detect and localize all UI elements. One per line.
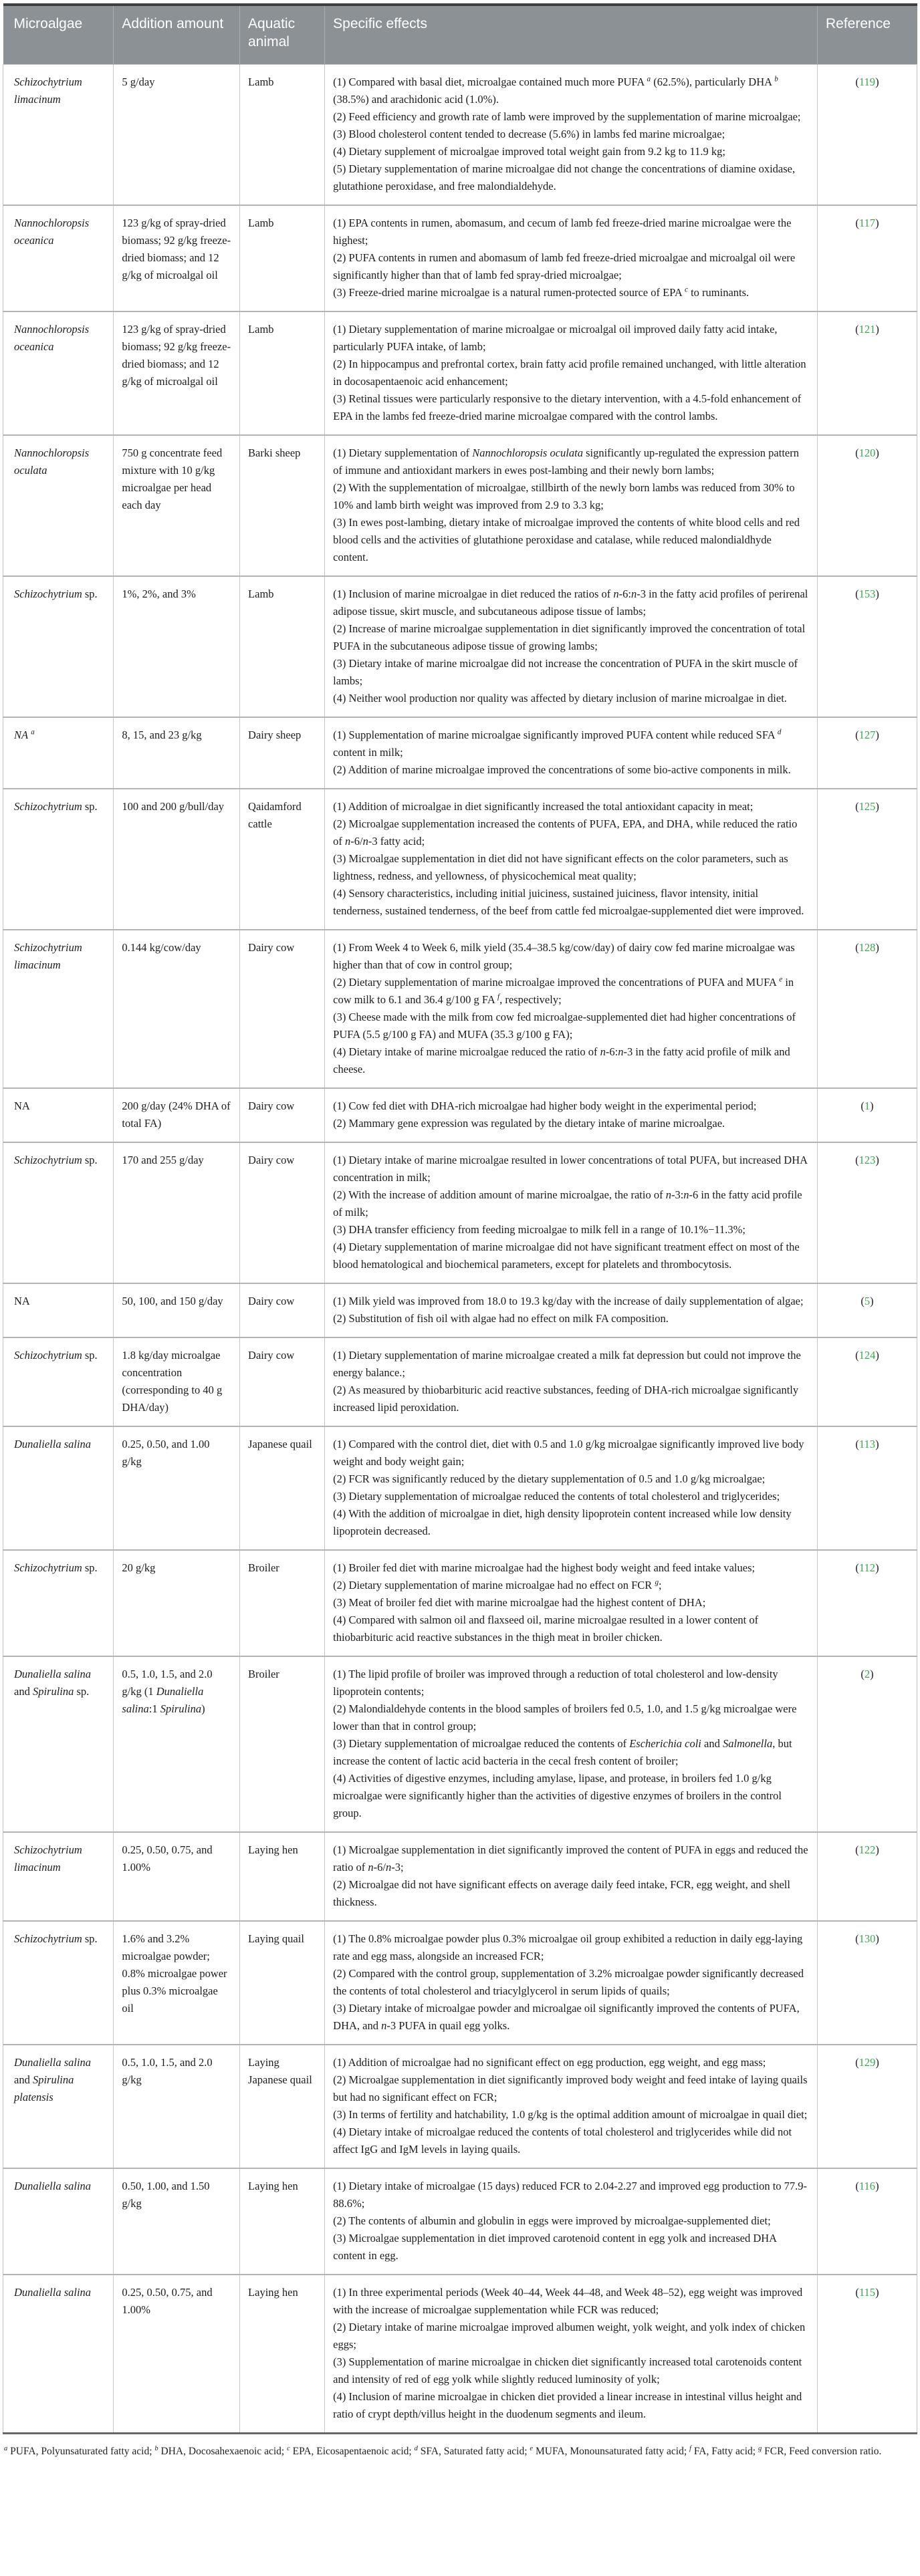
effect-item: (2) PUFA contents in rumen and abomasum of lamb fed freeze-dried microalgae and microalgal oil were significantly higher than that of lamb fed spray-dried microalgae; xyxy=(333,251,796,281)
reference-link[interactable]: 122 xyxy=(858,1843,876,1856)
reference-cell: (113) xyxy=(817,1426,917,1550)
reference-link[interactable]: 128 xyxy=(858,941,876,954)
reference-link[interactable]: 127 xyxy=(858,729,876,741)
table-row xyxy=(3,1832,917,1921)
microalgae-cell: Schizochytrium sp. xyxy=(3,1337,114,1426)
effect-item: (4) Inclusion of marine microalgae in chicken diet provided a linear increase in intestinal villus height and ratio of crypt depth/villus height in the duodenum segments and ileum. xyxy=(333,2390,802,2420)
addition-amount-cell: 20 g/kg xyxy=(114,1550,240,1656)
reference-cell: (127) xyxy=(817,717,917,789)
effect-item: (4) Dietary supplement of microalgae improved total weight gain from 9.2 kg to 11.9 kg; xyxy=(333,145,726,158)
reference-link[interactable]: 1 xyxy=(864,1100,871,1112)
aquatic-animal-cell: Lamb xyxy=(240,576,325,717)
addition-amount-cell: 0.50, 1.00, and 1.50 g/kg xyxy=(114,2168,240,2275)
aquatic-animal-cell: Laying hen xyxy=(240,1832,325,1921)
specific-effects-cell xyxy=(325,576,818,717)
addition-amount-cell: 0.25, 0.50, and 1.00 g/kg xyxy=(114,1426,240,1550)
effect-item: (1) Inclusion of marine microalgae in diet reduced the ratios of n-6:n-3 in the fatty acid profiles of perirenal adipose tissue, skirt muscle, and subcutaneous adipose tissue of lambs; xyxy=(333,588,808,618)
microalgae-cell: Schizochytrium limacinum xyxy=(3,1832,114,1921)
aquatic-animal-cell: Lamb xyxy=(240,65,325,206)
microalgae-cell: Schizochytrium sp. xyxy=(3,1550,114,1656)
reference-link[interactable]: 113 xyxy=(858,1438,876,1450)
effect-item: (2) FCR was significantly reduced by the dietary supplementation of 0.5 and 1.0 g/kg microalgae; xyxy=(333,1472,766,1485)
effect-item: (3) DHA transfer efficiency from feeding microalgae to milk fell in a range of 10.1%−11.3%; xyxy=(333,1223,746,1236)
specific-effects-cell xyxy=(325,1426,818,1550)
table-row xyxy=(3,930,917,1088)
specific-effects-cell xyxy=(325,205,818,311)
effect-item: (2) Increase of marine microalgae supplementation in diet significantly improved the concentration of total PUFA in the subcutaneous adipose tissue of growing lambs; xyxy=(333,622,806,652)
effect-item: (3) Microalgae supplementation in diet improved carotenoid content in egg yolk and increased DHA content in egg. xyxy=(333,2232,777,2262)
column-header-specific-effects: Specific effects xyxy=(325,5,818,65)
addition-amount-cell: 1.8 kg/day microalgae concentration (corresponding to 40 g DHA/day) xyxy=(114,1337,240,1426)
specific-effects-cell xyxy=(325,717,818,789)
reference-cell: (120) xyxy=(817,435,917,576)
aquatic-animal-cell: Broiler xyxy=(240,1656,325,1832)
effect-item: (3) Microalgae supplementation in diet did not have significant effects on the color parameters, such as lightness, redness, and yellowness, of physicochemical meat quality; xyxy=(333,852,788,882)
effect-item: (3) Freeze-dried marine microalgae is a natural rumen-protected source of EPA $^c$ to ruminants. xyxy=(333,285,750,299)
reference-cell: (2) xyxy=(817,1656,917,1832)
reference-cell: (115) xyxy=(817,2275,917,2434)
effect-item: (1) Broiler fed diet with marine microalgae had the highest body weight and feed intake values; xyxy=(333,1561,756,1574)
effect-item: (1) EPA contents in rumen, abomasum, and cecum of lamb fed freeze-dried marine microalgae were the highest; xyxy=(333,217,792,247)
table-row xyxy=(3,2275,917,2434)
effect-item: (1) Microalgae supplementation in diet significantly improved the content of PUFA in eggs and reduced the ratio of n-6/n-3; xyxy=(333,1843,808,1874)
specific-effects-cell xyxy=(325,1337,818,1426)
microalgae-cell: Dunaliella salina xyxy=(3,1426,114,1550)
aquatic-animal-cell: Qaidamford cattle xyxy=(240,789,325,930)
aquatic-animal-cell: Barki sheep xyxy=(240,435,325,576)
effect-item: (3) Retinal tissues were particularly responsive to the dietary intervention, with a 4.5-fold enhancement of EPA in the lambs fed freeze-dried marine microalgae compared with the control lambs. xyxy=(333,392,802,422)
reference-cell: (123) xyxy=(817,1142,917,1283)
reference-link[interactable]: 112 xyxy=(858,1561,876,1574)
column-header-addition-amount: Addition amount xyxy=(114,5,240,65)
addition-amount-cell: 0.5, 1.0, 1.5, and 2.0 g/kg (1 Dunaliella salina:1 Spirulina) xyxy=(114,1656,240,1832)
table-row xyxy=(3,2168,917,2275)
table-row xyxy=(3,1656,917,1832)
effect-item: (2) Compared with the control group, supplementation of 3.2% microalgae powder significantly decreased the contents of total cholesterol and triacylglycerol in serum lipids of quails; xyxy=(333,1967,804,1997)
microalgae-cell: Dunaliella salina xyxy=(3,2168,114,2275)
aquatic-animal-cell: Laying Japanese quail xyxy=(240,2045,325,2168)
effect-item: (2) Substitution of fish oil with algae had no effect on milk FA composition. xyxy=(333,1312,669,1325)
aquatic-animal-cell: Dairy cow xyxy=(240,1142,325,1283)
effect-item: (2) Microalgae supplementation increased the contents of PUFA, EPA, and DHA, while reduced the ratio of n-6/n-3 fatty acid; xyxy=(333,817,798,848)
effect-item: (3) Blood cholesterol content tended to decrease (5.6%) in lambs fed marine microalgae; xyxy=(333,128,725,140)
effect-item: (1) Dietary intake of marine microalgae resulted in lower concentrations of total PUFA, but increased DHA concentration in milk; xyxy=(333,1154,808,1184)
microalgae-cell: Schizochytrium sp. xyxy=(3,789,114,930)
specific-effects-cell xyxy=(325,1283,818,1337)
addition-amount-cell: 123 g/kg of spray-dried biomass; 92 g/kg freeze-dried biomass; and 12 g/kg of microalgal oil xyxy=(114,205,240,311)
effect-item: (1) Dietary supplementation of Nannochloropsis oculata significantly up-regulated the expression pattern of immune and antioxidant markers in ewes post-lambing and their newly born lambs; xyxy=(333,446,799,477)
specific-effects-cell xyxy=(325,2168,818,2275)
effect-item: (2) Microalgae did not have significant effects on average daily feed intake, FCR, egg weight, and shell thickness. xyxy=(333,1878,790,1908)
effect-item: (2) Dietary supplementation of marine microalgae improved the concentrations of PUFA and MUFA $^e$ in cow milk to 6.1 and 36.4 g/100 g FA $^f$, respectively; xyxy=(333,975,794,1006)
addition-amount-cell: 5 g/day xyxy=(114,65,240,206)
effect-item: (1) Cow fed diet with DHA-rich microalgae had higher body weight in the experimental period; xyxy=(333,1100,757,1112)
microalgae-cell: NA xyxy=(3,1283,114,1337)
effect-item: (3) Dietary supplementation of microalgae reduced the contents of total cholesterol and triglycerides; xyxy=(333,1490,780,1503)
effect-item: (4) Dietary intake of microalgae reduced the contents of total cholesterol and triglycerides while did not affect IgG and IgM levels in laying quails. xyxy=(333,2126,792,2156)
table-row xyxy=(3,205,917,311)
addition-amount-cell: 170 and 255 g/day xyxy=(114,1142,240,1283)
table-header xyxy=(3,5,917,65)
effect-item: (3) Meat of broiler fed diet with marine microalgae had the highest content of DHA; xyxy=(333,1596,706,1609)
effect-item: (4) Activities of digestive enzymes, including amylase, lipase, and protease, in broilers fed 1.0 g/kg microalgae were significantly higher than the activities of digestive enzymes of broilers in the control group. xyxy=(333,1772,782,1819)
reference-link[interactable]: 123 xyxy=(858,1154,876,1166)
table-row xyxy=(3,1283,917,1337)
aquatic-animal-cell: Lamb xyxy=(240,205,325,311)
microalgae-cell: Schizochytrium sp. xyxy=(3,576,114,717)
addition-amount-cell: 200 g/day (24% DHA of total FA) xyxy=(114,1088,240,1142)
aquatic-animal-cell: Lamb xyxy=(240,311,325,435)
reference-cell: (117) xyxy=(817,205,917,311)
table-footnote: $^a$ PUFA, Polyunsaturated fatty acid; $^b$ DHA, Docosahexaenoic acid; $^c$ EPA, Eicosapentaenoic acid; $^d$ SFA, Saturated fatty acid; $^e$ MUFA, Monounsaturated fatty acid; $^f$ FA, Fatty acid; $^g$ FCR, Feed conversion ratio. xyxy=(4,2444,882,2457)
addition-amount-cell: 50, 100, and 150 g/day xyxy=(114,1283,240,1337)
effect-item: (3) In ewes post-lambing, dietary intake of microalgae improved the contents of white blood cells and red blood cells and the activities of glutathione peroxidase and catalase, while reduced malondialdhyde content. xyxy=(333,516,800,563)
microalgae-cell: Schizochytrium sp. xyxy=(3,1142,114,1283)
addition-amount-cell: 1.6% and 3.2% microalgae powder; 0.8% microalgae power plus 0.3% microalgae oil xyxy=(114,1921,240,2045)
effect-item: (2) Feed efficiency and growth rate of lamb were improved by the supplementation of marine microalgae; xyxy=(333,110,801,123)
effect-item: (2) Mammary gene expression was regulated by the dietary intake of marine microalgae. xyxy=(333,1117,725,1130)
effect-item: (1) Dietary supplementation of marine microalgae created a milk fat depression but could not improve the energy balance.; xyxy=(333,1349,801,1379)
effect-item: (2) Dietary intake of marine microalgae improved albumen weight, yolk weight, and yolk index of chicken eggs; xyxy=(333,2321,806,2351)
effect-item: (3) Cheese made with the milk from cow fed microalgae-supplemented diet had higher concentrations of PUFA (5.5 g/100 g FA) and MUFA (35.3 g/100 g FA); xyxy=(333,1011,796,1041)
effects-table-container xyxy=(3,3,917,2467)
table-row xyxy=(3,1550,917,1656)
reference-link[interactable]: 125 xyxy=(858,800,876,813)
reference-cell: (121) xyxy=(817,311,917,435)
table-row xyxy=(3,65,917,206)
effect-item: (1) Dietary supplementation of marine microalgae or microalgal oil improved daily fatty acid intake, particularly PUFA intake, of lamb; xyxy=(333,323,778,353)
effects-table xyxy=(3,3,917,2434)
reference-link[interactable]: 115 xyxy=(858,2286,876,2299)
effect-item: (3) Dietary intake of marine microalgae did not increase the concentration of PUFA in the skirt muscle of lambs; xyxy=(333,657,798,687)
column-header-microalgae: Microalgae xyxy=(3,5,114,65)
microalgae-cell: Schizochytrium limacinum xyxy=(3,65,114,206)
reference-link[interactable]: 2 xyxy=(864,1668,871,1680)
table-row xyxy=(3,1337,917,1426)
table-row xyxy=(3,576,917,717)
specific-effects-cell xyxy=(325,65,818,206)
effect-item: (2) Microalgae supplementation in diet significantly improved body weight and feed intake of laying quails but had no significant effect on FCR; xyxy=(333,2073,808,2103)
effect-item: (1) Addition of microalgae had no significant effect on egg production, egg weight, and egg mass; xyxy=(333,2056,766,2069)
microalgae-cell: Schizochytrium sp. xyxy=(3,1921,114,2045)
reference-link[interactable]: 117 xyxy=(858,217,876,229)
reference-cell: (119) xyxy=(817,65,917,206)
addition-amount-cell: 123 g/kg of spray-dried biomass; 92 g/kg freeze-dried biomass; and 12 g/kg of microalgal oil xyxy=(114,311,240,435)
reference-cell: (5) xyxy=(817,1283,917,1337)
specific-effects-cell xyxy=(325,1088,818,1142)
specific-effects-cell xyxy=(325,1921,818,2045)
aquatic-animal-cell: Japanese quail xyxy=(240,1426,325,1550)
reference-link[interactable]: 121 xyxy=(858,323,876,336)
reference-cell: (112) xyxy=(817,1550,917,1656)
microalgae-cell: Schizochytrium limacinum xyxy=(3,930,114,1088)
aquatic-animal-cell: Laying hen xyxy=(240,2168,325,2275)
effect-item: (2) With the increase of addition amount of marine microalgae, the ratio of n-3:n-6 in the fatty acid profile of milk; xyxy=(333,1188,802,1218)
aquatic-animal-cell: Dairy cow xyxy=(240,930,325,1088)
effect-item: (5) Dietary supplementation of marine microalgae did not change the concentrations of diamine oxidase, glutathione peroxidase, and free malondialdehyde. xyxy=(333,162,796,192)
effect-item: (3) Dietary intake of microalgae powder and microalgae oil significantly improved the contents of PUFA, DHA, and n-3 PUFA in quail egg yolks. xyxy=(333,2002,800,2032)
specific-effects-cell xyxy=(325,311,818,435)
effect-item: (2) Dietary supplementation of marine microalgae had no effect on FCR $^g$; xyxy=(333,1578,662,1591)
reference-cell: (124) xyxy=(817,1337,917,1426)
effect-item: (1) The 0.8% microalgae powder plus 0.3% microalgae oil group exhibited a reduction in daily egg-laying rate and egg mass, alongside an increased FCR; xyxy=(333,1932,803,1962)
reference-cell: (125) xyxy=(817,789,917,930)
specific-effects-cell xyxy=(325,1656,818,1832)
table-row xyxy=(3,1088,917,1142)
effect-item: (2) In hippocampus and prefrontal cortex, brain fatty acid profile remained unchanged, with little alteration in docosapentaenoic acid enhancement; xyxy=(333,358,806,388)
reference-link[interactable]: 120 xyxy=(858,446,876,459)
effect-item: (1) From Week 4 to Week 6, milk yield (35.4–38.5 kg/cow/day) of dairy cow fed marine microalgae was higher than that of cow in control group; xyxy=(333,941,795,971)
reference-link[interactable]: 124 xyxy=(858,1349,876,1362)
effect-item: (4) Dietary supplementation of marine microalgae did not have significant treatment effect on most of the blood hematological and biochemical parameters, except for platelets and thrombocytosis. xyxy=(333,1241,800,1271)
effect-item: (1) Milk yield was improved from 18.0 to 19.3 kg/day with the increase of daily supplementation of algae; xyxy=(333,1295,804,1307)
reference-link[interactable]: 129 xyxy=(858,2056,876,2069)
effect-item: (3) Dietary supplementation of microalgae reduced the contents of Escherichia coli and Salmonella, but increase the content of lactic acid bacteria in the cecal fresh content of broiler; xyxy=(333,1737,792,1767)
aquatic-animal-cell: Laying hen xyxy=(240,2275,325,2434)
effect-item: (2) The contents of albumin and globulin in eggs were improved by microalgae-supplemented diet; xyxy=(333,2214,771,2227)
table-body xyxy=(3,65,917,2434)
table-row xyxy=(3,1426,917,1550)
header-row xyxy=(3,5,917,65)
reference-cell: (1) xyxy=(817,1088,917,1142)
table-row xyxy=(3,1921,917,2045)
effect-item: (4) With the addition of microalgae in diet, high density lipoprotein content increased while low density lipoprotein decreased. xyxy=(333,1507,792,1537)
addition-amount-cell: 100 and 200 g/bull/day xyxy=(114,789,240,930)
specific-effects-cell xyxy=(325,789,818,930)
table-row xyxy=(3,717,917,789)
aquatic-animal-cell: Laying quail xyxy=(240,1921,325,2045)
specific-effects-cell xyxy=(325,435,818,576)
effect-item: (1) Addition of microalgae in diet significantly increased the total antioxidant capacity in meat; xyxy=(333,800,754,813)
reference-link[interactable]: 116 xyxy=(858,2180,876,2192)
reference-link[interactable]: 119 xyxy=(858,76,876,88)
table-row xyxy=(3,789,917,930)
specific-effects-cell xyxy=(325,1550,818,1656)
aquatic-animal-cell: Dairy cow xyxy=(240,1088,325,1142)
microalgae-cell: Dunaliella salina and Spirulina platensis xyxy=(3,2045,114,2168)
aquatic-animal-cell: Dairy sheep xyxy=(240,717,325,789)
reference-cell: (122) xyxy=(817,1832,917,1921)
aquatic-animal-cell: Dairy cow xyxy=(240,1283,325,1337)
addition-amount-cell: 0.144 kg/cow/day xyxy=(114,930,240,1088)
effect-item: (3) In terms of fertility and hatchability, 1.0 g/kg is the optimal addition amount of microalgae in quail diet; xyxy=(333,2108,808,2121)
effect-item: (4) Neither wool production nor quality was affected by dietary inclusion of marine microalgae in diet. xyxy=(333,692,787,704)
reference-cell: (153) xyxy=(817,576,917,717)
specific-effects-cell xyxy=(325,1832,818,1921)
effect-item: (1) Compared with the control diet, diet with 0.5 and 1.0 g/kg microalgae significantly improved live body weight and body weight gain; xyxy=(333,1438,804,1468)
aquatic-animal-cell: Broiler xyxy=(240,1550,325,1656)
microalgae-cell: Nannochloropsis oceanica xyxy=(3,205,114,311)
microalgae-cell: NA $^a$ xyxy=(3,717,114,789)
table-row xyxy=(3,311,917,435)
microalgae-cell: NA xyxy=(3,1088,114,1142)
effect-item: (1) Compared with basal diet, microalgae contained much more PUFA $^a$ (62.5%), particularly DHA $^b$ (38.5%) and arachidonic acid (1.0%). xyxy=(333,75,778,106)
effect-item: (2) Malondialdehyde contents in the blood samples of broilers fed 0.5, 1.0, and 1.5 g/kg microalgae were lower than that in control group; xyxy=(333,1702,797,1732)
specific-effects-cell xyxy=(325,1142,818,1283)
addition-amount-cell: 0.25, 0.50, 0.75, and 1.00% xyxy=(114,1832,240,1921)
microalgae-cell: Nannochloropsis oculata xyxy=(3,435,114,576)
effect-item: (2) With the supplementation of microalgae, stillbirth of the newly born lambs was reduced from 30% to 10% and lamb birth weight was improved from 2.9 to 3.3 kg; xyxy=(333,481,795,511)
table-row xyxy=(3,1142,917,1283)
specific-effects-cell xyxy=(325,930,818,1088)
effect-item: (2) Addition of marine microalgae improved the concentrations of some bio-active components in milk. xyxy=(333,763,791,776)
effect-item: (1) Supplementation of marine microalgae significantly improved PUFA content while reduced SFA $^d$ content in milk; xyxy=(333,728,782,759)
reference-cell: (129) xyxy=(817,2045,917,2168)
microalgae-cell: Dunaliella salina and Spirulina sp. xyxy=(3,1656,114,1832)
aquatic-animal-cell: Dairy cow xyxy=(240,1337,325,1426)
effect-item: (4) Sensory characteristics, including initial juiciness, sustained juiciness, flavor intensity, initial tenderness, sustained tenderness, of the beef from cattle fed microalgae-supplemented diet were improved. xyxy=(333,887,804,917)
addition-amount-cell: 0.5, 1.0, 1.5, and 2.0 g/kg xyxy=(114,2045,240,2168)
microalgae-cell: Dunaliella salina xyxy=(3,2275,114,2434)
column-header-reference: Reference xyxy=(817,5,917,65)
microalgae-cell: Nannochloropsis oceanica xyxy=(3,311,114,435)
addition-amount-cell: 750 g concentrate feed mixture with 10 g/kg microalgae per head each day xyxy=(114,435,240,576)
effect-item: (4) Compared with salmon oil and flaxseed oil, marine microalgae resulted in a lower content of thiobarbituric acid reactive substances in the thigh meat in broiler chicken. xyxy=(333,1614,759,1644)
effect-item: (4) Dietary intake of marine microalgae reduced the ratio of n-6:n-3 in the fatty acid profile of milk and cheese. xyxy=(333,1045,790,1075)
reference-cell: (130) xyxy=(817,1921,917,2045)
specific-effects-cell xyxy=(325,2275,818,2434)
reference-cell: (128) xyxy=(817,930,917,1088)
effect-item: (3) Supplementation of marine microalgae in chicken diet significantly increased total carotenoids content and intensity of red of egg yolk while slightly reduced luminosity of yolk; xyxy=(333,2355,802,2386)
table-row xyxy=(3,435,917,576)
effect-item: (1) In three experimental periods (Week 40–44, Week 44–48, and Week 48–52), egg weight was improved with the increase of microalgae supplementation while FCR was reduced; xyxy=(333,2286,803,2316)
reference-cell: (116) xyxy=(817,2168,917,2275)
reference-link[interactable]: 130 xyxy=(858,1932,876,1945)
reference-link[interactable]: 153 xyxy=(858,588,876,600)
reference-link[interactable]: 5 xyxy=(864,1295,871,1307)
addition-amount-cell: 0.25, 0.50, 0.75, and 1.00% xyxy=(114,2275,240,2434)
table-row xyxy=(3,2045,917,2168)
specific-effects-cell xyxy=(325,2045,818,2168)
column-header-aquatic-animal: Aquatic animal xyxy=(240,5,325,65)
effect-item: (1) The lipid profile of broiler was improved through a reduction of total cholesterol and low-density lipoprotein contents; xyxy=(333,1668,778,1698)
addition-amount-cell: 8, 15, and 23 g/kg xyxy=(114,717,240,789)
addition-amount-cell: 1%, 2%, and 3% xyxy=(114,576,240,717)
effect-item: (2) As measured by thiobarbituric acid reactive substances, feeding of DHA-rich microalgae significantly increased lipid peroxidation. xyxy=(333,1384,799,1414)
effect-item: (1) Dietary intake of microalgae (15 days) reduced FCR to 2.04-2.27 and improved egg production to 77.9-88.6%; xyxy=(333,2180,808,2210)
